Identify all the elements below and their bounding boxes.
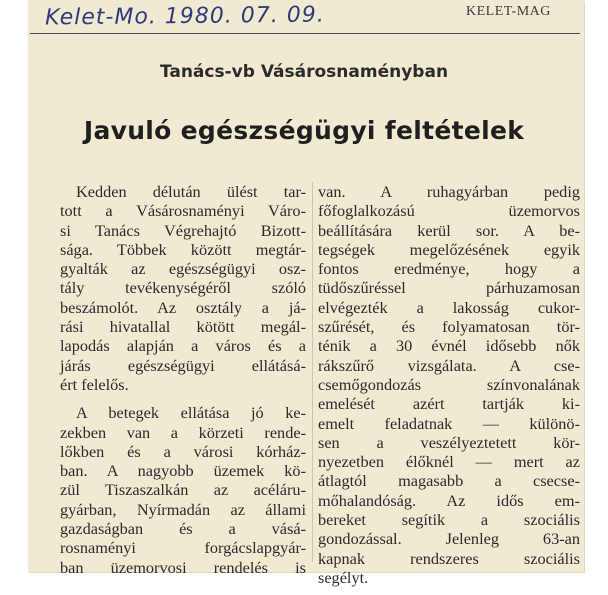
text-line: tegségek megelőzésének egyik <box>318 239 580 259</box>
text-line: beszámolót. Az osztály a já- <box>60 297 306 317</box>
article-paragraph-3 <box>318 182 580 587</box>
text-line: rosnaményi forgácslapgyár- <box>60 538 306 558</box>
text-line: emelt feladatnak — különö- <box>318 413 580 433</box>
text-line: tály tevékenységéről szóló <box>60 278 306 298</box>
article-column-right <box>318 182 580 587</box>
text-line: ban üzemorvosi rendelés is <box>60 557 306 577</box>
text-line: segélyt. <box>318 567 369 587</box>
text-line: van. A ruhagyárban pedig <box>318 182 580 201</box>
text-line: bereket segítik a szociális <box>318 510 580 530</box>
text-line: ténik a 30 évnél idősebb nők <box>318 336 580 356</box>
text-line: gyalták az egészségügyi osz- <box>60 259 306 279</box>
article-headline: Javuló egészségügyi feltételek <box>83 116 525 145</box>
text-line: si Tanács Végrehajtó Bizott- <box>60 220 306 240</box>
text-line: rákszűrő vizsgálata. A cse- <box>318 355 580 375</box>
text-line: zekben van a körzeti rende- <box>60 422 306 442</box>
text-line: lőkben és a városi kórház- <box>60 441 306 461</box>
paragraph-gap <box>60 394 306 403</box>
text-line: zül Tiszaszalkán az acéláru- <box>60 480 306 500</box>
text-line: gyárban, Nyírmadán az állami <box>60 499 306 519</box>
text-line: beállítására kerül sor. A be- <box>318 220 580 240</box>
text-line: szűrését, és folyamatosan tör- <box>318 317 580 337</box>
column-divider <box>312 182 313 562</box>
text-line: gazdaságban és a vásá- <box>60 519 306 539</box>
article-paragraph-2 <box>60 403 306 577</box>
text-line: fontos eredménye, hogy a <box>318 259 580 279</box>
text-line: járás egészségügyi ellátásá- <box>60 355 306 375</box>
article-paragraph-1 <box>60 182 306 394</box>
text-line: átlagtól magasabb a csecse- <box>318 471 580 491</box>
text-line: tüdőszűréssel párhuzamosan <box>318 278 580 298</box>
text-line: nyezetben élőknél — mert az <box>318 452 580 472</box>
text-line: kapnak rendszeres szociális <box>318 548 580 568</box>
newspaper-name: KELET-MAG <box>466 4 551 19</box>
text-line: mőhalandóság. Az idős em- <box>318 490 580 510</box>
text-line: gondozással. Jelenleg 63-an <box>318 529 580 549</box>
text-line: rási hivatallal kötött megál- <box>60 317 306 337</box>
text-line: lapodás alapján a város és a <box>60 336 306 356</box>
text-line: ért felelős. <box>60 374 129 394</box>
text-line: főfoglalkozású üzemorvos <box>318 201 580 221</box>
handwritten-date-note: Kelet-Mo. 1980. 07. 09. <box>44 2 325 31</box>
text-line: tott a Vásárosnaményi Váro- <box>60 201 306 221</box>
article-column-left <box>60 182 306 577</box>
text-line: emelését azért tartják ki- <box>318 394 580 414</box>
text-line: sága. Többek között megtár- <box>60 239 306 259</box>
text-line: ban. A nagyobb üzemek kö- <box>60 461 306 481</box>
text-line: elvégezték a lakosság cukor- <box>318 297 580 317</box>
text-line: sen a veszélyeztetett kör- <box>318 432 580 452</box>
header-rule <box>30 33 580 34</box>
text-line: A betegek ellátása jó ke- <box>76 403 306 423</box>
text-line: Kedden délután ülést tar- <box>76 182 306 201</box>
article-kicker: Tanács-vb Vásárosnaményban <box>159 62 449 82</box>
text-line: csemőgondozás színvonalának <box>318 374 580 394</box>
